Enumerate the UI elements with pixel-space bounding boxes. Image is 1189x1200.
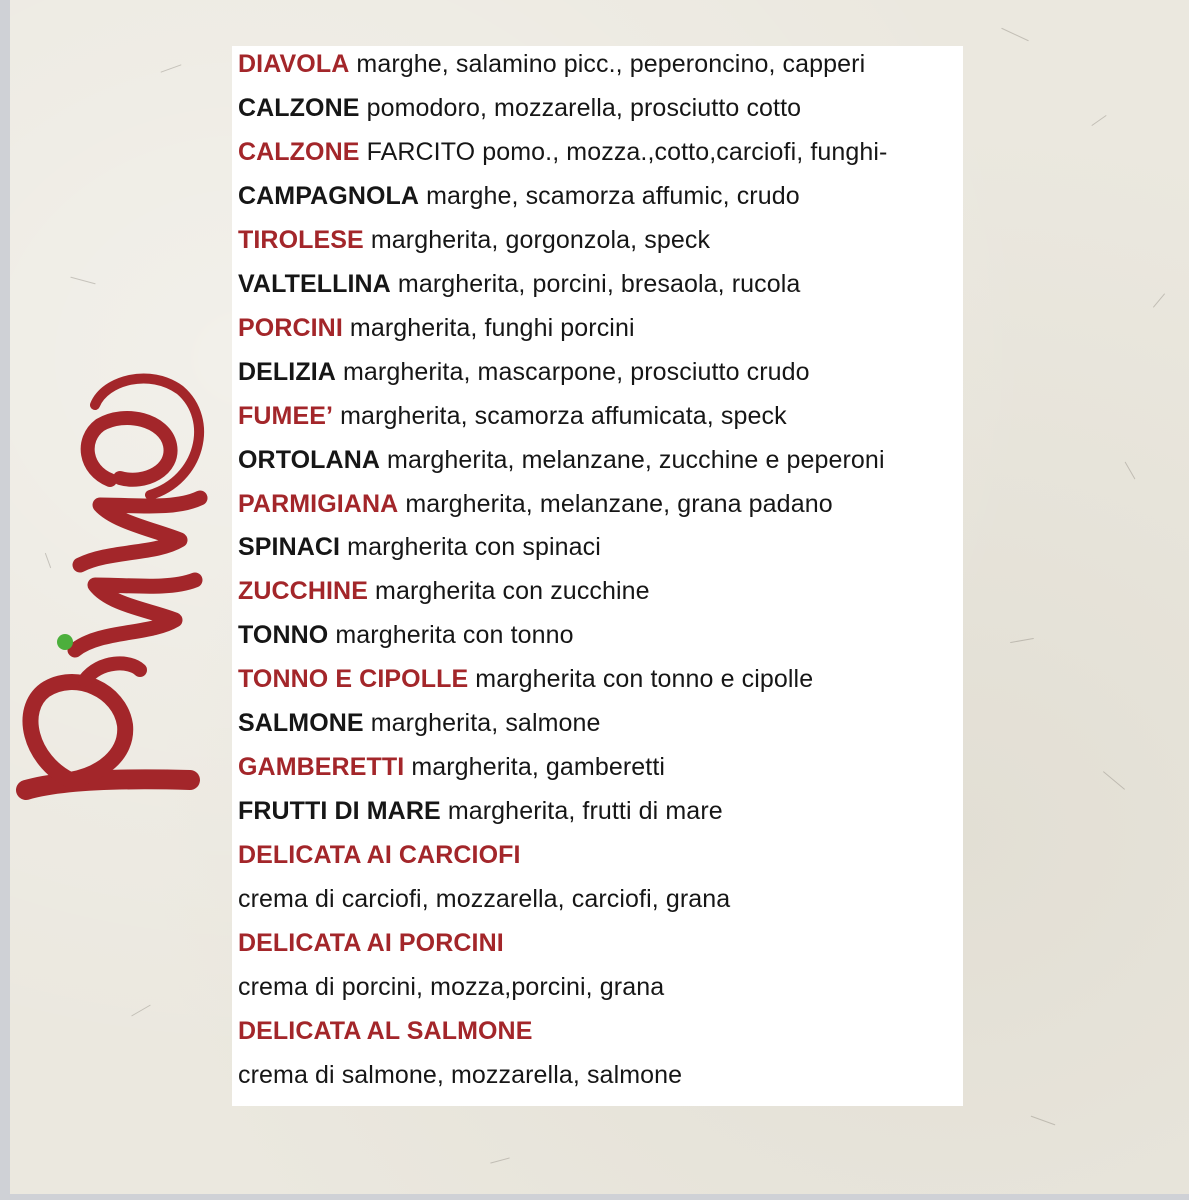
menu-item — [238, 795, 723, 827]
menu-item-name: TIROLESE — [238, 225, 364, 254]
menu-item-name: TONNO E CIPOLLE — [238, 665, 469, 694]
menu-item-name: DELIZIA — [238, 357, 336, 386]
menu-item-name: CALZONE — [238, 93, 360, 122]
menu-item-description: crema di carciofi, mozzarella, carciofi, grana — [238, 885, 731, 914]
menu-item-description: margherita, melanzane, grana padano — [405, 489, 833, 518]
menu-item-description: margherita, frutti di mare — [447, 797, 723, 826]
menu-item — [238, 663, 813, 695]
menu-item-name: DELICATA AI CARCIOFI — [238, 841, 521, 870]
menu-item — [238, 531, 601, 563]
menu-item-description: marghe, scamorza affumic, crudo — [426, 181, 800, 210]
menu-item-name: DELICATA AI PORCINI — [238, 929, 504, 957]
menu-item-description: margherita con tonno e cipolle — [475, 665, 814, 694]
menu-item-description: margherita con zucchine — [375, 577, 650, 606]
menu-item-description: margherita, gorgonzola, speck — [370, 225, 711, 254]
menu-item-name: ORTOLANA — [238, 445, 380, 474]
menu-item-name: CAMPAGNOLA — [238, 181, 420, 210]
menu-item — [238, 1059, 682, 1091]
menu-item — [238, 575, 650, 607]
menu-item-description: pomodoro, mozzarella, prosciutto cotto — [366, 93, 802, 122]
menu-item-description: marghe, salamino picc., peperoncino, capperi — [356, 50, 866, 78]
menu-item — [238, 224, 710, 256]
menu-item — [238, 356, 810, 388]
menu-item-description: margherita, scamorza affumicata, speck — [340, 401, 787, 430]
menu-item-name: DIAVOLA — [238, 50, 350, 78]
menu-item-name: DELICATA AL SALMONE — [238, 1016, 533, 1045]
menu-item-name: ZUCCHINE — [238, 577, 368, 606]
menu-item-description: FARCITO pomo., mozza.,cotto,carciofi, funghi- — [366, 137, 888, 166]
menu-item — [238, 400, 787, 432]
menu-item — [238, 927, 504, 959]
menu-item — [238, 619, 574, 651]
menu-item — [238, 136, 887, 168]
menu-item — [238, 751, 665, 783]
menu-item — [238, 1015, 532, 1047]
menu-item-description: margherita, mascarpone, prosciutto crudo — [342, 357, 810, 386]
menu-item-description: crema di salmone, mozzarella, salmone — [238, 1060, 683, 1089]
menu-item — [238, 707, 601, 739]
menu-item — [238, 488, 833, 520]
menu-item-name: VALTELLINA — [238, 269, 391, 298]
pizza-script-icon — [0, 360, 232, 840]
menu-item-name: GAMBERETTI — [238, 753, 405, 782]
menu-item-description: margherita, funghi porcini — [349, 313, 635, 342]
menu-item-description: margherita, melanzane, zucchine e peperoni — [387, 445, 885, 474]
pizza-logo — [0, 360, 232, 840]
menu-item-name: SALMONE — [238, 709, 364, 738]
menu-item-name: CALZONE — [238, 137, 360, 166]
menu-item-description: margherita con spinaci — [347, 533, 601, 562]
menu-item — [238, 839, 521, 871]
menu-item-description: margherita, gamberetti — [411, 753, 666, 782]
menu-item-name: SPINACI — [238, 533, 341, 562]
menu-item-name: FUMEE’ — [238, 401, 334, 430]
menu-item — [238, 444, 885, 476]
menu-item — [238, 971, 664, 1003]
menu-item-name: FRUTTI DI MARE — [238, 797, 441, 826]
menu-item — [238, 48, 865, 80]
menu-item — [238, 92, 801, 124]
menu-item-description: margherita con tonno — [335, 621, 574, 650]
menu-item — [238, 180, 800, 212]
menu-card — [232, 46, 963, 1106]
menu-item — [238, 268, 800, 300]
menu-item-description: margherita, porcini, bresaola, rucola — [397, 269, 801, 298]
menu-item — [238, 883, 730, 915]
menu-item-description: margherita, salmone — [370, 709, 601, 738]
menu-item-name: TONNO — [238, 621, 329, 650]
menu-item — [238, 312, 635, 344]
menu-item-name: PARMIGIANA — [238, 489, 399, 518]
menu-item-name: PORCINI — [238, 313, 343, 342]
menu-item-description: crema di porcini, mozza,porcini, grana — [238, 972, 665, 1001]
